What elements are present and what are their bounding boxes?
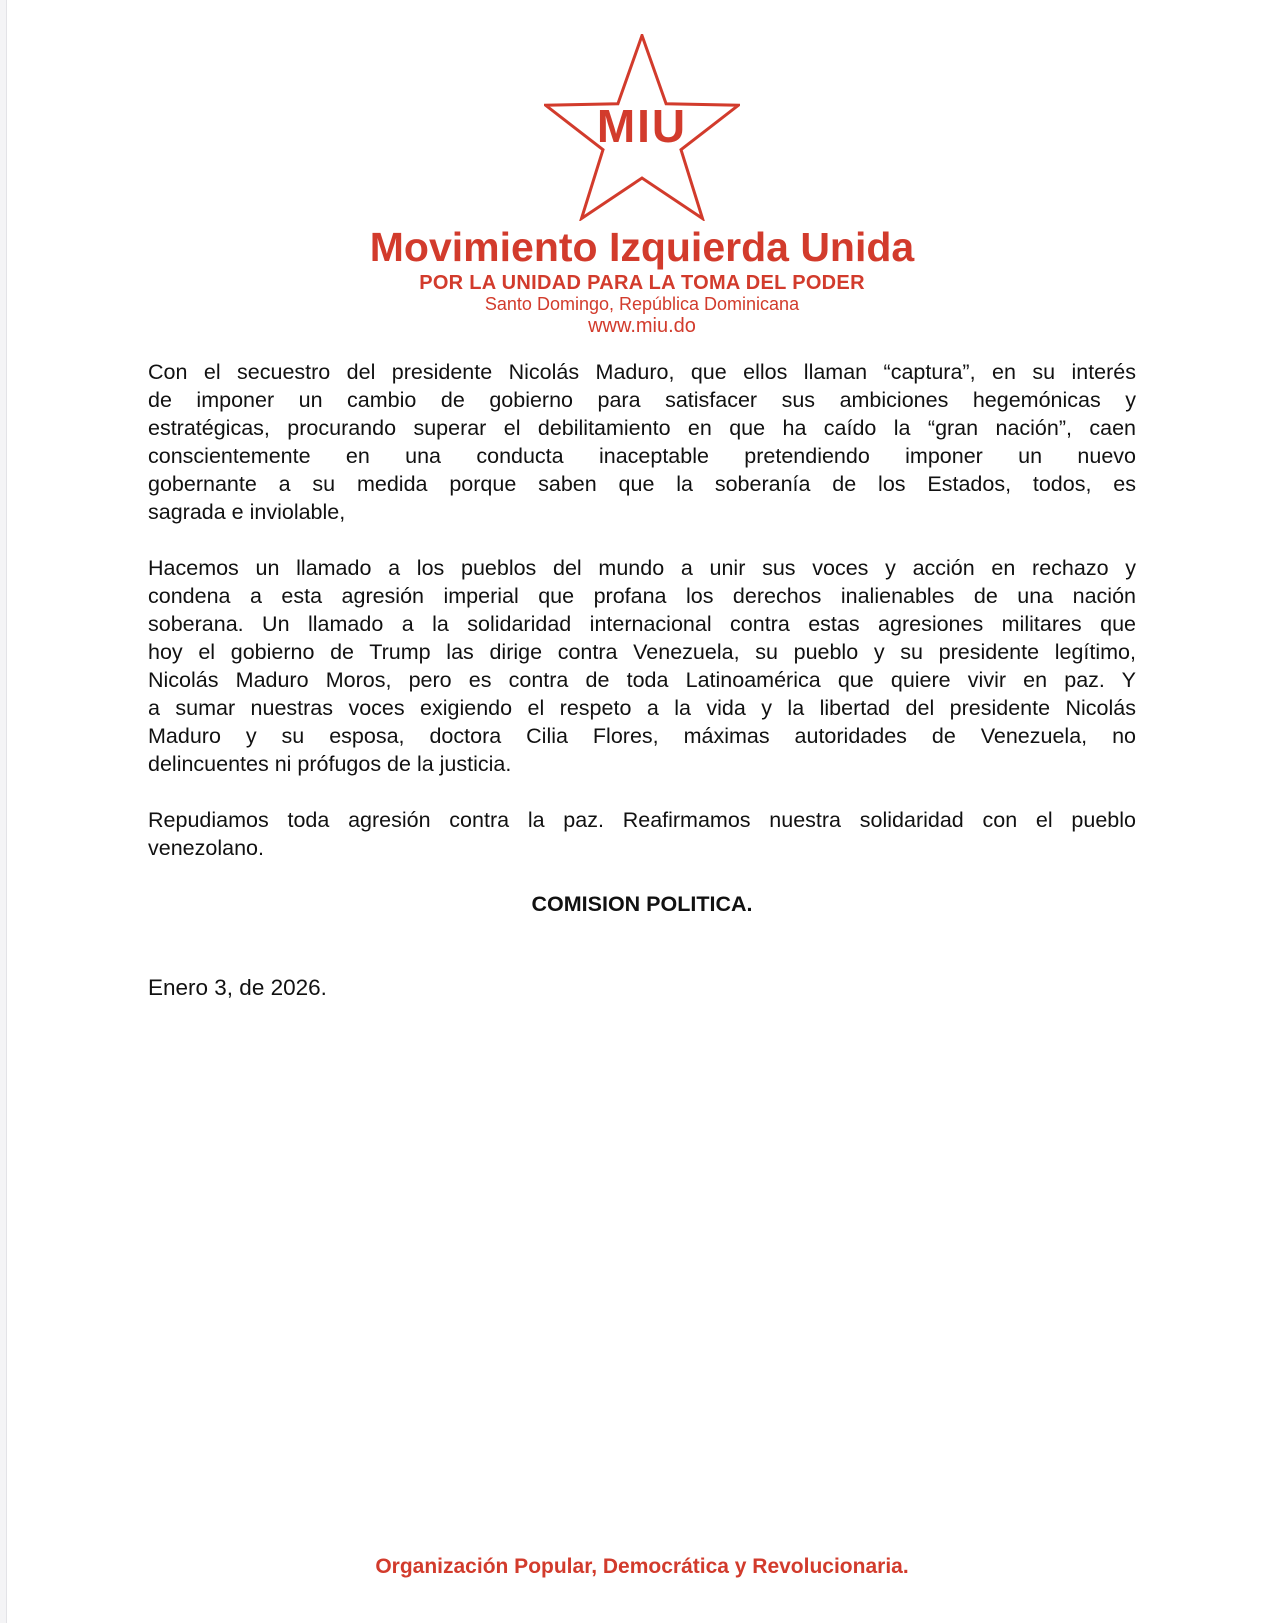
paragraph-2-line: a sumar nuestras voces exigiendo el respeto a la vida y la libertad del presidente Nicolás <box>148 696 1136 720</box>
paragraph-2-line: hoy el gobierno de Trump las dirige contra Venezuela, su pueblo y su presidente legítimo, <box>148 640 1136 664</box>
paragraph-1-line: estratégicas, procurando superar el debilitamiento en que ha caído la “gran nación”, caen <box>148 416 1136 440</box>
page-left-edge <box>0 0 7 1623</box>
paragraph-2-line: Nicolás Maduro Moros, pero es contra de toda Latinoamérica que quiere vivir en paz. Y <box>148 668 1136 692</box>
paragraph-2-line: condena a esta agresión imperial que profana los derechos inalienables de una nación <box>148 584 1136 608</box>
paragraph-2 <box>148 554 1136 778</box>
paragraph-2-line: Maduro y su esposa, doctora Cilia Flores, máximas autoridades de Venezuela, no <box>148 724 1136 748</box>
paragraph-1-line: Con el secuestro del presidente Nicolás Maduro, que ellos llaman “captura”, en su interés <box>148 360 1136 384</box>
letter-body <box>148 358 1136 1002</box>
org-name: Movimiento Izquierda Unida <box>369 224 915 270</box>
paragraph-3 <box>148 806 1136 862</box>
org-website: www.miu.do <box>588 315 696 337</box>
paragraph-1 <box>148 358 1136 526</box>
paragraph-1-line: de imponer un cambio de gobierno para satisfacer sus ambiciones hegemónicas y <box>148 388 1136 412</box>
logo-acronym: MIU <box>596 100 688 152</box>
paragraph-1-line: sagrada e inviolable, <box>148 500 346 524</box>
signature-line: COMISION POLITICA. <box>531 892 753 916</box>
paragraph-2-line: Hacemos un llamado a los pueblos del mundo a unir sus voces y acción en rechazo y <box>148 556 1136 580</box>
paragraph-1-line: conscientemente en una conducta inaceptable pretendiendo imponer un nuevo <box>148 444 1136 468</box>
miu-star-logo <box>544 34 740 221</box>
paragraph-1-line: gobernante a su medida porque saben que la soberanía de los Estados, todos, es <box>148 472 1136 496</box>
letterhead <box>0 0 1284 338</box>
date-line: Enero 3, de 2026. <box>148 975 327 1000</box>
paragraph-3-line: Repudiamos toda agresión contra la paz. Reafirmamos nuestra solidaridad con el pueblo <box>148 808 1136 832</box>
paragraph-2-line: delincuentes ni prófugos de la justicia. <box>148 752 512 776</box>
paragraph-2-line: soberana. Un llamado a la solidaridad internacional contra estas agresiones militares que <box>148 612 1136 636</box>
org-tagline: POR LA UNIDAD PARA LA TOMA DEL PODER <box>419 272 865 294</box>
org-location: Santo Domingo, República Dominicana <box>484 294 800 314</box>
footer-slogan: Organización Popular, Democrática y Revolucionaria. <box>375 1555 909 1578</box>
paragraph-3-line: venezolano. <box>148 836 264 860</box>
